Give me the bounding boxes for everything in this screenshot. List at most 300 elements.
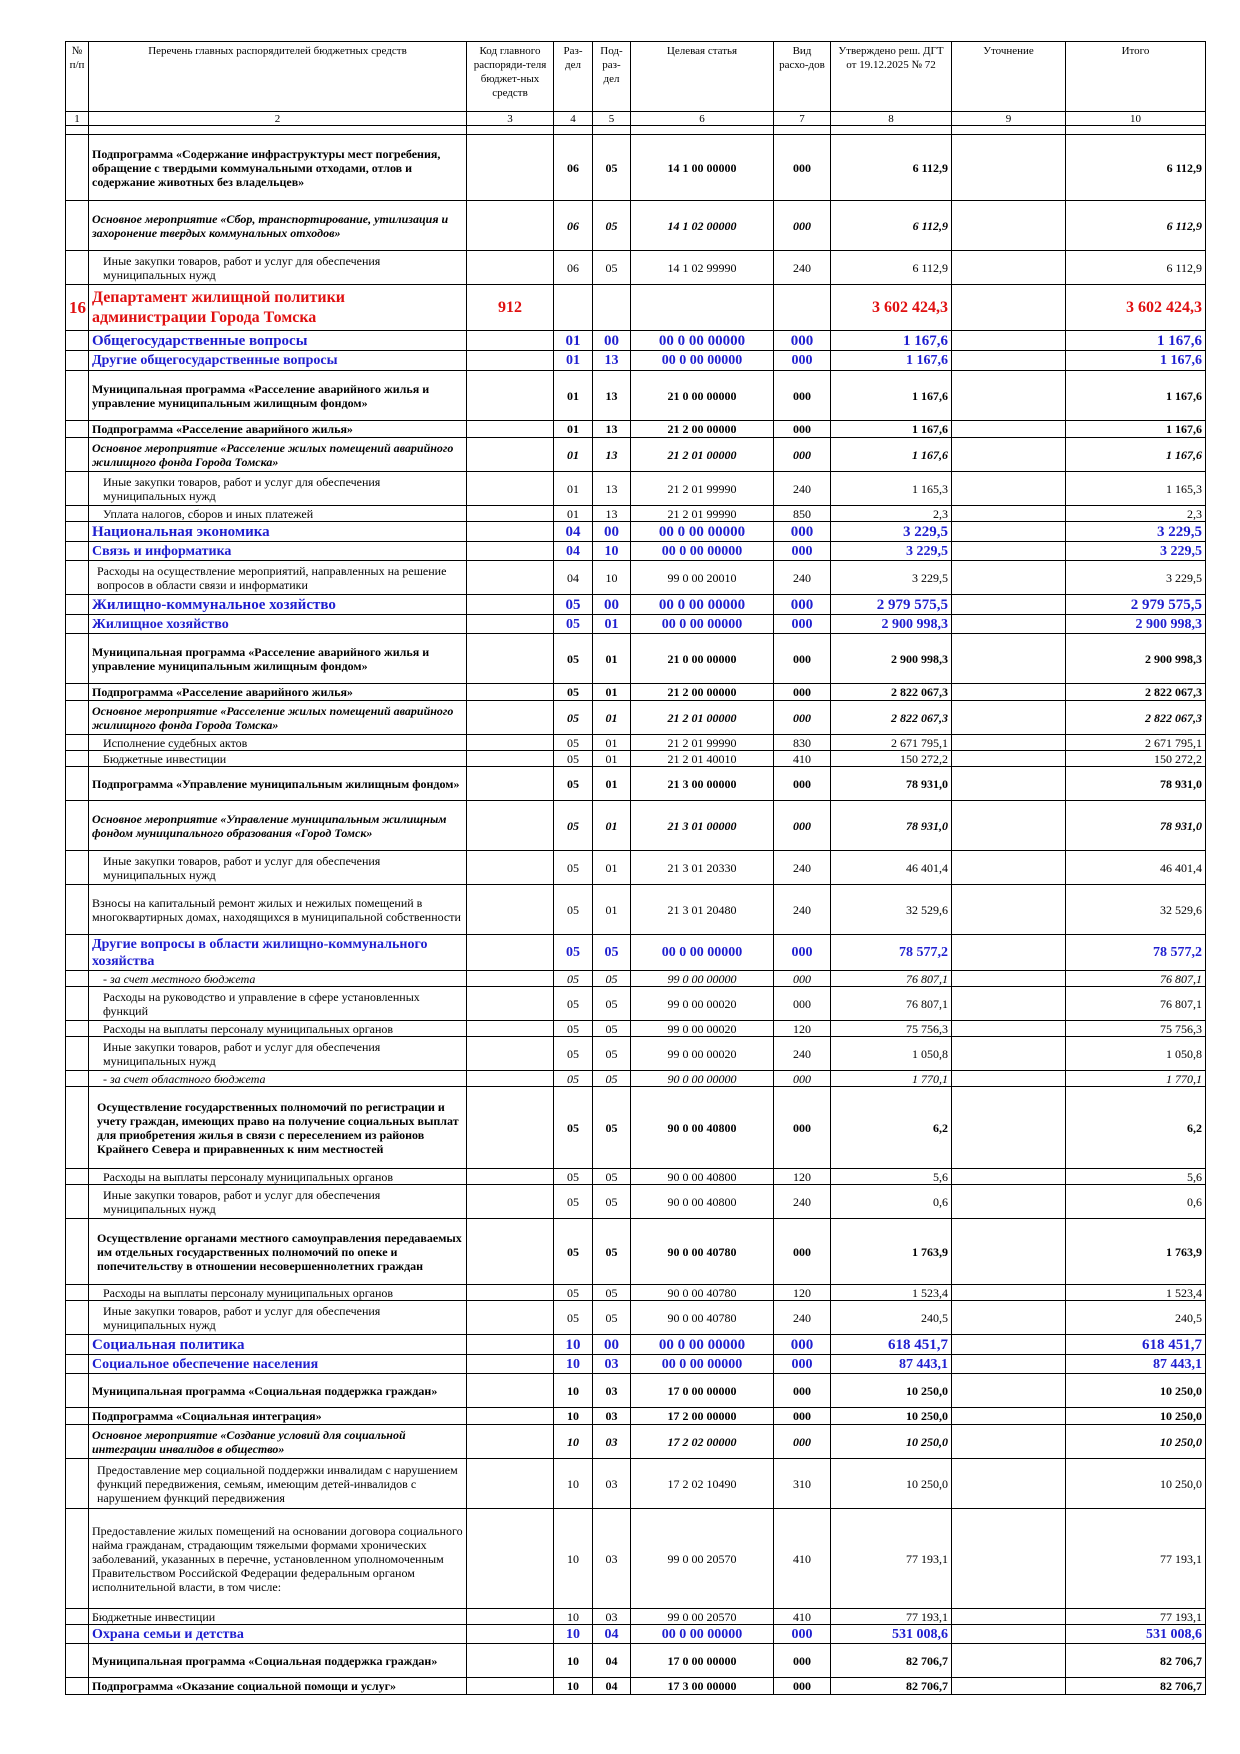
row-subsection-cell: 01 [593, 801, 631, 851]
row-index-cell [66, 735, 89, 751]
row-index-cell [66, 1219, 89, 1285]
column-number: 10 [1066, 112, 1206, 126]
row-adjustment-cell [952, 1644, 1066, 1678]
row-approved-cell: 0,6 [831, 1185, 952, 1219]
row-adjustment-cell [952, 1301, 1066, 1335]
row-target-cell: 17 0 00 00000 [631, 1374, 774, 1408]
row-name-cell: Иные закупки товаров, работ и услуг для обеспечения муниципальных нужд [89, 1037, 467, 1071]
row-code-cell [467, 767, 554, 801]
row-index-cell [66, 1301, 89, 1335]
row-adjustment-cell [952, 1335, 1066, 1355]
row-expense-type-cell: 410 [774, 751, 831, 767]
row-total-cell: 78 931,0 [1066, 767, 1206, 801]
row-target-cell: 21 2 01 00000 [631, 701, 774, 735]
row-name-cell: Муниципальная программа «Расселение аварийного жилья и управление муниципальным жилищным фондом» [89, 634, 467, 684]
row-name-cell: Основное мероприятие «Сбор, транспортирование, утилизация и захоронение твердых коммунальных отходов» [89, 201, 467, 251]
table-row [66, 561, 1206, 595]
row-name-cell: Социальное обеспечение населения [89, 1355, 467, 1374]
row-approved-cell: 6,2 [831, 1087, 952, 1169]
row-name-cell: Подпрограмма «Социальная интеграция» [89, 1408, 467, 1425]
row-name-cell: Муниципальная программа «Социальная поддержка граждан» [89, 1374, 467, 1408]
row-approved-cell: 3 229,5 [831, 542, 952, 561]
row-total-cell: 77 193,1 [1066, 1509, 1206, 1609]
row-section-cell: 06 [554, 201, 593, 251]
row-code-cell [467, 1087, 554, 1169]
table-row [66, 1021, 1206, 1037]
row-approved-cell: 618 451,7 [831, 1335, 952, 1355]
row-approved-cell: 77 193,1 [831, 1509, 952, 1609]
row-expense-type-cell: 120 [774, 1169, 831, 1185]
table-row [66, 595, 1206, 615]
row-index-cell [66, 561, 89, 595]
row-target-cell: 00 0 00 00000 [631, 542, 774, 561]
column-number: 9 [952, 112, 1066, 126]
row-index-cell [66, 1425, 89, 1459]
row-subsection-cell: 13 [593, 506, 631, 522]
row-subsection-cell: 10 [593, 561, 631, 595]
row-index-cell [66, 851, 89, 885]
row-approved-cell: 1 167,6 [831, 421, 952, 438]
row-target-cell: 90 0 00 40800 [631, 1087, 774, 1169]
row-name-cell: Иные закупки товаров, работ и услуг для обеспечения муниципальных нужд [89, 472, 467, 506]
row-expense-type-cell: 000 [774, 1219, 831, 1285]
row-approved-cell: 5,6 [831, 1169, 952, 1185]
header-cell-name: Перечень главных распорядителей бюджетных средств [89, 42, 467, 112]
row-target-cell: 21 2 01 00000 [631, 438, 774, 472]
row-adjustment-cell [952, 251, 1066, 285]
row-index-cell [66, 767, 89, 801]
row-code-cell [467, 1169, 554, 1185]
row-index-cell [66, 751, 89, 767]
row-section-cell: 05 [554, 1185, 593, 1219]
row-code-cell [467, 634, 554, 684]
row-index-cell [66, 615, 89, 634]
row-name-cell: Расходы на руководство и управление в сфере установленных функций [89, 987, 467, 1021]
row-total-cell: 531 008,6 [1066, 1625, 1206, 1644]
row-code-cell [467, 1037, 554, 1071]
row-section-cell: 05 [554, 1219, 593, 1285]
row-target-cell: 21 2 00 00000 [631, 684, 774, 701]
row-adjustment-cell [952, 1285, 1066, 1301]
row-target-cell [631, 285, 774, 331]
row-total-cell: 10 250,0 [1066, 1408, 1206, 1425]
row-section-cell: 05 [554, 767, 593, 801]
row-index-cell [66, 1625, 89, 1644]
row-index-cell [66, 522, 89, 542]
table-row [66, 1425, 1206, 1459]
row-adjustment-cell [952, 595, 1066, 615]
row-index-cell [66, 634, 89, 684]
row-section-cell: 04 [554, 561, 593, 595]
row-code-cell [467, 1408, 554, 1425]
row-total-cell: 1 165,3 [1066, 472, 1206, 506]
row-approved-cell: 6 112,9 [831, 201, 952, 251]
row-approved-cell: 2 671 795,1 [831, 735, 952, 751]
row-total-cell: 3 602 424,3 [1066, 285, 1206, 331]
row-code-cell [467, 351, 554, 371]
row-index-cell [66, 135, 89, 201]
row-approved-cell: 2 822 067,3 [831, 701, 952, 735]
row-subsection-cell: 05 [593, 1219, 631, 1285]
row-expense-type-cell: 000 [774, 684, 831, 701]
table-row [66, 801, 1206, 851]
row-adjustment-cell [952, 1459, 1066, 1509]
table-row [66, 701, 1206, 735]
table-row [66, 767, 1206, 801]
row-name-cell: Предоставление мер социальной поддержки инвалидам с нарушением функций передвижения, семьям, имеющим детей-инвалидов с нарушением функций передвижения [89, 1459, 467, 1509]
row-code-cell [467, 506, 554, 522]
row-total-cell: 2 900 998,3 [1066, 634, 1206, 684]
row-total-cell: 1 167,6 [1066, 438, 1206, 472]
row-subsection-cell: 03 [593, 1609, 631, 1625]
header-cell-num: № п/п [66, 42, 89, 112]
row-index-cell [66, 684, 89, 701]
row-name-cell: Бюджетные инвестиции [89, 1609, 467, 1625]
row-total-cell: 2 900 998,3 [1066, 615, 1206, 634]
row-expense-type-cell: 000 [774, 1087, 831, 1169]
row-subsection-cell: 01 [593, 684, 631, 701]
table-row [66, 1087, 1206, 1169]
row-expense-type-cell: 240 [774, 472, 831, 506]
row-target-cell: 99 0 00 00020 [631, 1021, 774, 1037]
row-adjustment-cell [952, 1374, 1066, 1408]
table-row [66, 251, 1206, 285]
row-subsection-cell: 05 [593, 1037, 631, 1071]
row-code-cell [467, 201, 554, 251]
row-code-cell [467, 987, 554, 1021]
row-name-cell: Осуществление государственных полномочий по регистрации и учету граждан, имеющих право на получение социальных выплат для приобретения жилья в связи с переселением из районов Крайнего Севера и приравненных к ним местностей [89, 1087, 467, 1169]
row-name-cell: Предоставление жилых помещений на основании договора социального найма гражданам, страдающим тяжелыми формами хронических заболеваний, указанных в перечне, установленном уполномоченным Правительством Российской Федерации федеральным органом исполнительной власти, в том числе: [89, 1509, 467, 1609]
row-target-cell: 90 0 00 40780 [631, 1301, 774, 1335]
row-code-cell [467, 542, 554, 561]
row-index-cell [66, 371, 89, 421]
row-target-cell: 00 0 00 00000 [631, 615, 774, 634]
row-expense-type-cell: 410 [774, 1509, 831, 1609]
row-index-cell [66, 935, 89, 971]
table-row [66, 851, 1206, 885]
row-approved-cell: 78 931,0 [831, 767, 952, 801]
row-index-cell [66, 438, 89, 472]
table-row [66, 472, 1206, 506]
row-name-cell: Расходы на выплаты персоналу муниципальных органов [89, 1021, 467, 1037]
row-index-cell: 16 [66, 285, 89, 331]
row-approved-cell: 77 193,1 [831, 1609, 952, 1625]
table-row [66, 522, 1206, 542]
row-expense-type-cell: 000 [774, 634, 831, 684]
row-approved-cell: 1 167,6 [831, 331, 952, 351]
row-section-cell: 05 [554, 1301, 593, 1335]
row-expense-type-cell: 000 [774, 371, 831, 421]
row-total-cell: 3 229,5 [1066, 542, 1206, 561]
table-row [66, 1459, 1206, 1509]
row-adjustment-cell [952, 971, 1066, 987]
row-target-cell: 00 0 00 00000 [631, 1625, 774, 1644]
spacer-row [66, 126, 1206, 135]
row-code-cell [467, 1335, 554, 1355]
row-expense-type-cell: 240 [774, 1185, 831, 1219]
row-approved-cell: 1 167,6 [831, 371, 952, 421]
spacer-cell [66, 126, 89, 135]
column-number: 2 [89, 112, 467, 126]
row-subsection-cell: 05 [593, 935, 631, 971]
row-total-cell: 6 112,9 [1066, 135, 1206, 201]
row-code-cell [467, 801, 554, 851]
row-total-cell: 78 931,0 [1066, 801, 1206, 851]
row-target-cell: 21 0 00 00000 [631, 634, 774, 684]
row-target-cell: 14 1 02 99990 [631, 251, 774, 285]
row-target-cell: 90 0 00 40800 [631, 1185, 774, 1219]
row-subsection-cell [593, 285, 631, 331]
row-name-cell: Департамент жилищной политики администрации Города Томска [89, 285, 467, 331]
row-name-cell: Бюджетные инвестиции [89, 751, 467, 767]
row-approved-cell: 150 272,2 [831, 751, 952, 767]
row-index-cell [66, 1087, 89, 1169]
row-name-cell: Иные закупки товаров, работ и услуг для обеспечения муниципальных нужд [89, 251, 467, 285]
row-approved-cell: 2 822 067,3 [831, 684, 952, 701]
row-code-cell [467, 595, 554, 615]
row-expense-type-cell: 410 [774, 1609, 831, 1625]
row-approved-cell: 1 167,6 [831, 351, 952, 371]
row-subsection-cell: 00 [593, 595, 631, 615]
row-index-cell [66, 1037, 89, 1071]
row-target-cell: 90 0 00 00000 [631, 1071, 774, 1087]
row-adjustment-cell [952, 561, 1066, 595]
row-adjustment-cell [952, 201, 1066, 251]
row-subsection-cell: 04 [593, 1678, 631, 1695]
row-subsection-cell: 03 [593, 1355, 631, 1374]
row-adjustment-cell [952, 701, 1066, 735]
row-target-cell: 17 2 02 00000 [631, 1425, 774, 1459]
row-target-cell: 00 0 00 00000 [631, 595, 774, 615]
row-name-cell: Расходы на выплаты персоналу муниципальных органов [89, 1169, 467, 1185]
row-expense-type-cell: 000 [774, 201, 831, 251]
row-adjustment-cell [952, 331, 1066, 351]
row-index-cell [66, 987, 89, 1021]
row-section-cell: 05 [554, 701, 593, 735]
row-target-cell: 21 3 01 20330 [631, 851, 774, 885]
row-section-cell [554, 285, 593, 331]
row-approved-cell: 76 807,1 [831, 971, 952, 987]
row-code-cell [467, 1644, 554, 1678]
table-row [66, 331, 1206, 351]
row-index-cell [66, 971, 89, 987]
row-code-cell [467, 1285, 554, 1301]
row-adjustment-cell [952, 472, 1066, 506]
row-name-cell: Расходы на осуществление мероприятий, направленных на решение вопросов в области связи и информатики [89, 561, 467, 595]
table-row [66, 735, 1206, 751]
row-target-cell: 21 2 01 99990 [631, 735, 774, 751]
row-approved-cell: 2,3 [831, 506, 952, 522]
row-approved-cell: 82 706,7 [831, 1678, 952, 1695]
row-total-cell: 618 451,7 [1066, 1335, 1206, 1355]
table-row [66, 1355, 1206, 1374]
row-index-cell [66, 1678, 89, 1695]
column-number: 5 [593, 112, 631, 126]
row-total-cell: 6 112,9 [1066, 201, 1206, 251]
table-row [66, 987, 1206, 1021]
row-total-cell: 1 523,4 [1066, 1285, 1206, 1301]
spacer-cell [554, 126, 593, 135]
table-row [66, 201, 1206, 251]
row-target-cell: 21 3 01 00000 [631, 801, 774, 851]
row-adjustment-cell [952, 542, 1066, 561]
row-approved-cell: 10 250,0 [831, 1408, 952, 1425]
spacer-cell [1066, 126, 1206, 135]
row-subsection-cell: 05 [593, 1021, 631, 1037]
row-index-cell [66, 885, 89, 935]
row-expense-type-cell: 000 [774, 767, 831, 801]
row-index-cell [66, 542, 89, 561]
row-total-cell: 76 807,1 [1066, 987, 1206, 1021]
row-code-cell: 912 [467, 285, 554, 331]
row-approved-cell: 75 756,3 [831, 1021, 952, 1037]
row-section-cell: 05 [554, 1037, 593, 1071]
row-target-cell: 14 1 02 00000 [631, 201, 774, 251]
row-section-cell: 10 [554, 1625, 593, 1644]
row-target-cell: 17 2 00 00000 [631, 1408, 774, 1425]
row-section-cell: 05 [554, 1087, 593, 1169]
row-adjustment-cell [952, 1219, 1066, 1285]
row-code-cell [467, 371, 554, 421]
row-target-cell: 17 3 00 00000 [631, 1678, 774, 1695]
row-section-cell: 01 [554, 438, 593, 472]
row-total-cell: 82 706,7 [1066, 1678, 1206, 1695]
row-section-cell: 10 [554, 1609, 593, 1625]
row-code-cell [467, 251, 554, 285]
row-target-cell: 99 0 00 00020 [631, 1037, 774, 1071]
row-expense-type-cell: 000 [774, 1335, 831, 1355]
row-adjustment-cell [952, 1609, 1066, 1625]
row-target-cell: 00 0 00 00000 [631, 935, 774, 971]
spacer-cell [593, 126, 631, 135]
row-total-cell: 77 193,1 [1066, 1609, 1206, 1625]
row-name-cell: Уплата налогов, сборов и иных платежей [89, 506, 467, 522]
row-approved-cell: 3 229,5 [831, 522, 952, 542]
row-expense-type-cell: 000 [774, 701, 831, 735]
row-section-cell: 05 [554, 684, 593, 701]
table-row [66, 1678, 1206, 1695]
row-target-cell: 21 2 01 99990 [631, 506, 774, 522]
row-target-cell: 21 2 00 00000 [631, 421, 774, 438]
table-row [66, 1285, 1206, 1301]
row-expense-type-cell: 000 [774, 1355, 831, 1374]
row-total-cell: 78 577,2 [1066, 935, 1206, 971]
row-adjustment-cell [952, 935, 1066, 971]
column-number: 7 [774, 112, 831, 126]
row-section-cell: 05 [554, 801, 593, 851]
row-expense-type-cell: 240 [774, 1301, 831, 1335]
row-target-cell: 99 0 00 20010 [631, 561, 774, 595]
spacer-cell [774, 126, 831, 135]
row-name-cell: Основное мероприятие «Расселение жилых помещений аварийного жилищного фонда Города Томска» [89, 438, 467, 472]
row-total-cell: 2 979 575,5 [1066, 595, 1206, 615]
row-total-cell: 2 822 067,3 [1066, 701, 1206, 735]
row-approved-cell: 531 008,6 [831, 1625, 952, 1644]
row-adjustment-cell [952, 801, 1066, 851]
row-total-cell: 10 250,0 [1066, 1459, 1206, 1509]
row-total-cell: 1 050,8 [1066, 1037, 1206, 1071]
row-name-cell: Иные закупки товаров, работ и услуг для обеспечения муниципальных нужд [89, 851, 467, 885]
row-approved-cell: 78 931,0 [831, 801, 952, 851]
column-number: 3 [467, 112, 554, 126]
header-cell-code: Код главного распоряди-теля бюджет-ных средств [467, 42, 554, 112]
spacer-cell [467, 126, 554, 135]
row-subsection-cell: 13 [593, 371, 631, 421]
row-approved-cell: 2 900 998,3 [831, 615, 952, 634]
row-adjustment-cell [952, 615, 1066, 634]
row-section-cell: 05 [554, 1285, 593, 1301]
table-row [66, 1625, 1206, 1644]
row-subsection-cell: 01 [593, 885, 631, 935]
row-total-cell: 240,5 [1066, 1301, 1206, 1335]
row-name-cell: Осуществление органами местного самоуправления передаваемых им отдельных государственных полномочий по опеке и попечительству в отношении несовершеннолетних граждан [89, 1219, 467, 1285]
row-adjustment-cell [952, 1425, 1066, 1459]
row-subsection-cell: 05 [593, 135, 631, 201]
table-row [66, 1335, 1206, 1355]
row-subsection-cell: 01 [593, 701, 631, 735]
row-index-cell [66, 801, 89, 851]
row-total-cell: 1 167,6 [1066, 351, 1206, 371]
row-adjustment-cell [952, 1678, 1066, 1695]
column-number: 1 [66, 112, 89, 126]
row-total-cell: 0,6 [1066, 1185, 1206, 1219]
spacer-cell [952, 126, 1066, 135]
row-index-cell [66, 1071, 89, 1087]
row-index-cell [66, 1169, 89, 1185]
row-code-cell [467, 1219, 554, 1285]
department-row [66, 285, 1206, 331]
row-code-cell [467, 851, 554, 885]
row-section-cell: 01 [554, 371, 593, 421]
row-expense-type-cell: 000 [774, 438, 831, 472]
row-code-cell [467, 1678, 554, 1695]
row-total-cell: 1 763,9 [1066, 1219, 1206, 1285]
row-subsection-cell: 03 [593, 1408, 631, 1425]
header-row [66, 42, 1206, 112]
row-name-cell: Социальная политика [89, 1335, 467, 1355]
row-name-cell: Расходы на выплаты персоналу муниципальных органов [89, 1285, 467, 1301]
row-expense-type-cell: 000 [774, 331, 831, 351]
row-adjustment-cell [952, 421, 1066, 438]
row-subsection-cell: 05 [593, 1087, 631, 1169]
row-expense-type-cell: 000 [774, 1625, 831, 1644]
table-row [66, 971, 1206, 987]
row-code-cell [467, 561, 554, 595]
row-section-cell: 10 [554, 1509, 593, 1609]
table-body [66, 42, 1206, 1695]
row-subsection-cell: 05 [593, 1185, 631, 1219]
row-target-cell: 17 2 02 10490 [631, 1459, 774, 1509]
table-row [66, 684, 1206, 701]
row-approved-cell: 3 602 424,3 [831, 285, 952, 331]
budget-table [65, 41, 1206, 1695]
row-code-cell [467, 701, 554, 735]
row-name-cell: Подпрограмма «Оказание социальной помощи и услуг» [89, 1678, 467, 1695]
row-adjustment-cell [952, 1037, 1066, 1071]
row-section-cell: 05 [554, 735, 593, 751]
row-section-cell: 10 [554, 1459, 593, 1509]
row-target-cell: 00 0 00 00000 [631, 1335, 774, 1355]
row-total-cell: 10 250,0 [1066, 1374, 1206, 1408]
row-code-cell [467, 971, 554, 987]
row-code-cell [467, 735, 554, 751]
table-row [66, 1509, 1206, 1609]
row-name-cell: - за счет местного бюджета [89, 971, 467, 987]
row-target-cell: 21 2 01 40010 [631, 751, 774, 767]
row-total-cell: 76 807,1 [1066, 971, 1206, 987]
row-total-cell: 3 229,5 [1066, 522, 1206, 542]
row-section-cell: 01 [554, 421, 593, 438]
